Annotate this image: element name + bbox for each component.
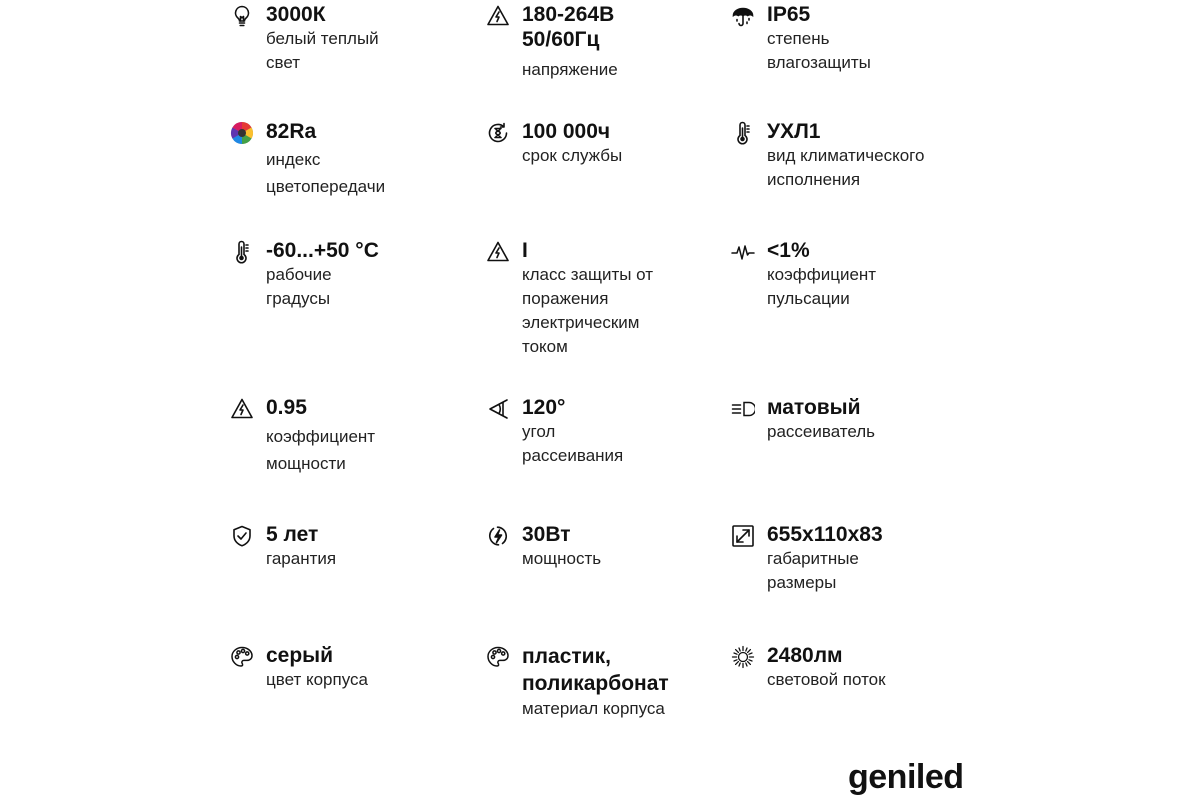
spec-label: световой поток bbox=[767, 670, 886, 689]
sun-burst-icon bbox=[731, 645, 755, 669]
high-voltage-icon bbox=[230, 397, 254, 421]
spec-value: 3000К bbox=[266, 3, 326, 26]
spec-value: 120° bbox=[522, 396, 566, 419]
spec-label: рабочие градусы bbox=[266, 265, 332, 308]
spec-label: материал корпуса bbox=[522, 699, 665, 718]
thermometer-icon bbox=[731, 121, 755, 145]
spec-value: пластик, поликарбонат bbox=[522, 645, 669, 695]
high-voltage-icon bbox=[486, 4, 510, 28]
spec-label: срок службы bbox=[522, 146, 623, 165]
spec-label: белый теплый свет bbox=[266, 29, 379, 72]
diffuser-icon bbox=[731, 397, 755, 421]
spec-value: 2480лм bbox=[767, 644, 843, 667]
spec-label: угол рассеивания bbox=[522, 422, 624, 465]
spec-label: напряжение bbox=[522, 60, 618, 79]
spec-label: коэффициент пульсации bbox=[767, 265, 877, 308]
spec-value: IP65 bbox=[767, 3, 811, 26]
spec-value: I bbox=[522, 239, 528, 262]
spec-value: 100 000ч bbox=[522, 120, 611, 143]
hourglass-cycle-icon bbox=[486, 121, 510, 145]
umbrella-rain-icon bbox=[731, 4, 755, 28]
pulse-wave-icon bbox=[731, 240, 755, 264]
palette-icon bbox=[486, 645, 510, 669]
spec-value: 5 лет bbox=[266, 523, 319, 546]
lightbulb-icon bbox=[230, 4, 254, 28]
thermometer-icon bbox=[230, 240, 254, 264]
spec-label: гарантия bbox=[266, 549, 337, 568]
spec-value: 0.95 bbox=[266, 396, 307, 419]
spec-label: мощность bbox=[522, 549, 602, 568]
spec-label: индекс цветопередачи bbox=[266, 150, 386, 196]
spec-value: 180-264В 50/60Гц bbox=[522, 3, 615, 51]
beam-angle-icon bbox=[486, 397, 510, 421]
spec-value: -60...+50 °С bbox=[266, 239, 379, 262]
shield-check-icon bbox=[230, 524, 254, 548]
spec-label: рассеиватель bbox=[767, 422, 876, 441]
power-bolt-icon bbox=[486, 524, 510, 548]
color-wheel-icon bbox=[230, 121, 254, 145]
spec-value: <1% bbox=[767, 239, 810, 262]
spec-label: цвет корпуса bbox=[266, 670, 368, 689]
spec-label: габаритные размеры bbox=[767, 549, 859, 592]
spec-value: 30Вт bbox=[522, 523, 571, 546]
spec-value: 82Ra bbox=[266, 120, 317, 143]
spec-label: класс защиты от поражения электрическим током bbox=[522, 265, 654, 356]
brand-logo: geniled bbox=[848, 758, 964, 796]
high-voltage-icon bbox=[486, 240, 510, 264]
spec-label: степень влагозащиты bbox=[767, 29, 871, 72]
spec-label: коэффициент мощности bbox=[266, 427, 376, 473]
spec-value: серый bbox=[266, 644, 334, 667]
spec-label: вид климатического исполнения bbox=[767, 146, 925, 189]
resize-arrows-icon bbox=[731, 524, 755, 548]
palette-icon bbox=[230, 645, 254, 669]
spec-value: матовый bbox=[767, 396, 861, 419]
spec-value: УХЛ1 bbox=[767, 120, 821, 143]
spec-value: 655x110x83 bbox=[767, 523, 883, 546]
